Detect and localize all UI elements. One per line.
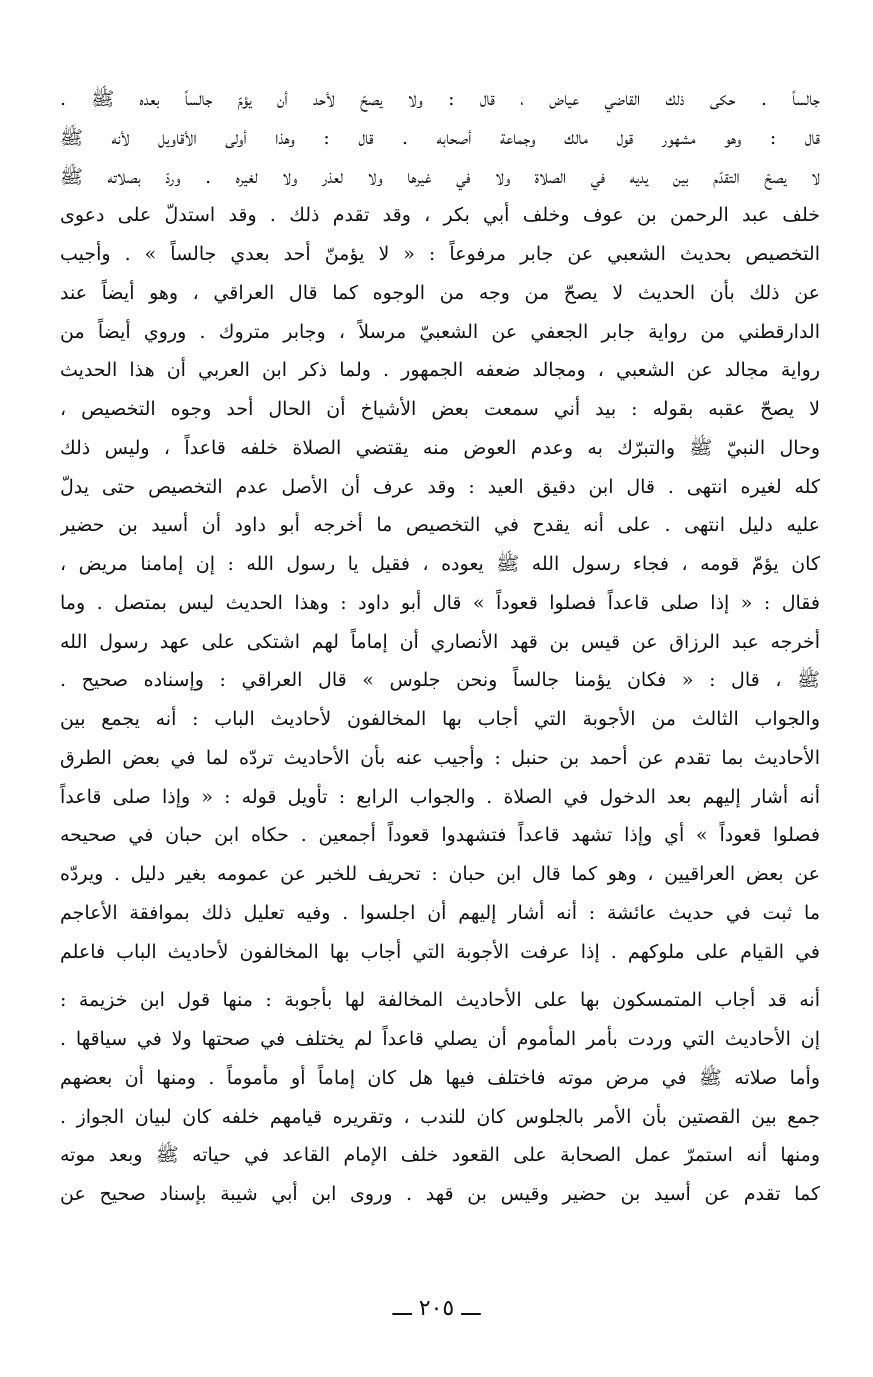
text-line: أنه قد أجاب المتمسكون بها على الأحاديث المخالفة لها بأجوبة : منها قول ابن خزيمة : [60,989,820,1012]
text-line: فصلوا قعوداً » أي وإذا تشهد قاعداً فتشهدوا قعوداً أجمعين . حكاه ابن حبان في صحيحه [60,824,820,847]
text-line: ﷺ ، قال : « فكان يؤمنا جالساً ونحن جلوس » قال العراقي : وإسناده صحيح . [60,669,820,692]
text-line: كان يؤمّ قومه ، فجاء رسول الله ﷺ يعوده ، فقيل يا رسول الله : إن إمامنا مريض ، [60,553,820,575]
text-line: الدارقطني من رواية جابر الجعفي عن الشعبيّ مرسلاً ، وجابر متروك . وروي أيضاً من [60,320,820,343]
text-line: لا يصحّ عقبه بقوله : بيد أني سمعت بعض الأشياخ أن الحال أحد وجوه التخصيص ، [60,398,820,420]
page-footer [0,1283,873,1333]
text-line: قال : وهو مشهور قول مالك وجماعة أصحابه . قال : وهذا أولى الأقاويل لأنه ﷺ [60,126,820,149]
text-line: رواية مجالد عن الشعبي ، ومجالد ضعفه الجمهور . ولما ذكر ابن العربي أن هذا الحديث [60,359,820,382]
paragraph-2 [60,981,820,1214]
text-line: أخرجه عبد الرزاق عن قيس بن قهد الأنصاري أن إماماً لهم اشتكى على عهد رسول الله [60,630,820,653]
text-line: وحال النبيّ ﷺ والتبرّك به وعدم العوض منه يقتضي الصلاة خلفه قاعداً ، وليس ذلك [60,436,820,459]
text-line: خلف عبد الرحمن بن عوف وخلف أبي بكر ، وقد تقدم ذلك . وقد استدلّ على دعوى [60,204,820,227]
text-line: جالساً . حكى ذلك القاضي عياض ، قال : ولا يصحّ لأحد أن يؤمّ جالساً بعده ﷺ . [60,88,820,110]
text-line: وأما صلاته ﷺ في مرض موته فاختلف فيها هل كان إماماً أو مأموماً . ومنها أن بعضهم [60,1066,820,1089]
text-line: الأحاديث بما تقدم عن أحمد بن حنبل : وأجيب عنه بأن الأحاديث تردّه لما في بعض الطرق [60,746,820,769]
text-line: عن ذلك بأن الحديث لا يصحّ من وجه من الوجوه كما قال العراقي ، وهو أيضاً عند [60,281,820,304]
text-line: كله لغيره انتهى . قال ابن دقيق العيد : وقد عرف أن الأصل عدم التخصيص حتى يدلّ [60,475,820,498]
text-line: لا يصحّ التقدّم بين يديه في الصلاة ولا في غيرها ولا لعذر ولا لغيره . وردّ بصلاته ﷺ [60,165,820,188]
paragraph-1 [60,80,820,971]
paragraph-gap [60,971,820,981]
text-line: عليه دليل انتهى . على أنه يقدح في التخصيص ما أخرجه أبو داود أن أسيد بن حضير [60,514,820,537]
text-line: إن الأحاديث التي وردت بأمر المأموم أن يصلي قاعداً لم يختلف في صحتها ولا في سياقها . [60,1028,820,1050]
text-line: التخصيص بحديث الشعبي عن جابر مرفوعاً : « لا يؤمنّ أحد بعدي جالساً » . وأجيب [60,243,820,265]
text-line: فقال : « إذا صلى قاعداً فصلوا قعوداً » قال أبو داود : وهذا الحديث ليس بمتصل . وما [60,591,820,614]
text-line: أنه أشار إليهم بعد الدخول في الصلاة . والجواب الرابع : تأويل قوله : « وإذا صلى قاعداً [60,785,820,808]
body-text [60,80,820,1214]
text-line: والجواب الثالث من الأجوبة التي أجاب بها المخالفون لأحاديث الباب : أنه يجمع بين [60,708,820,730]
text-line: جمع بين القصتين بأن الأمر بالجلوس كان للندب ، وتقريره قيامهم خلفه كان لبيان الجواز . [60,1105,820,1128]
text-line: عن بعض العراقيين ، وهو كما قال ابن حبان : تحريف للخبر عن عمومه بغير دليل . ويردّه [60,863,820,885]
text-line: كما تقدم عن أسيد بن حضير وقيس بن قهد . وروى ابن أبي شيبة بإسناد صحيح عن [60,1183,820,1205]
text-line: ومنها أنه استمرّ عمل الصحابة على القعود خلف الإمام القاعد في حياته ﷺ وبعد موته [60,1144,820,1167]
text-line: في القيام على ملوكهم . إذا عرفت الأجوبة التي أجاب بها المخالفون لأحاديث الباب فاعلم [60,940,820,963]
text-line: ما ثبت في حديث عائشة : أنه أشار إليهم أن اجلسوا . وفيه تعليل ذلك بموافقة الأعاجم [60,901,820,924]
page-number: ـــ ٢٠٥ ـــ [392,1295,481,1321]
